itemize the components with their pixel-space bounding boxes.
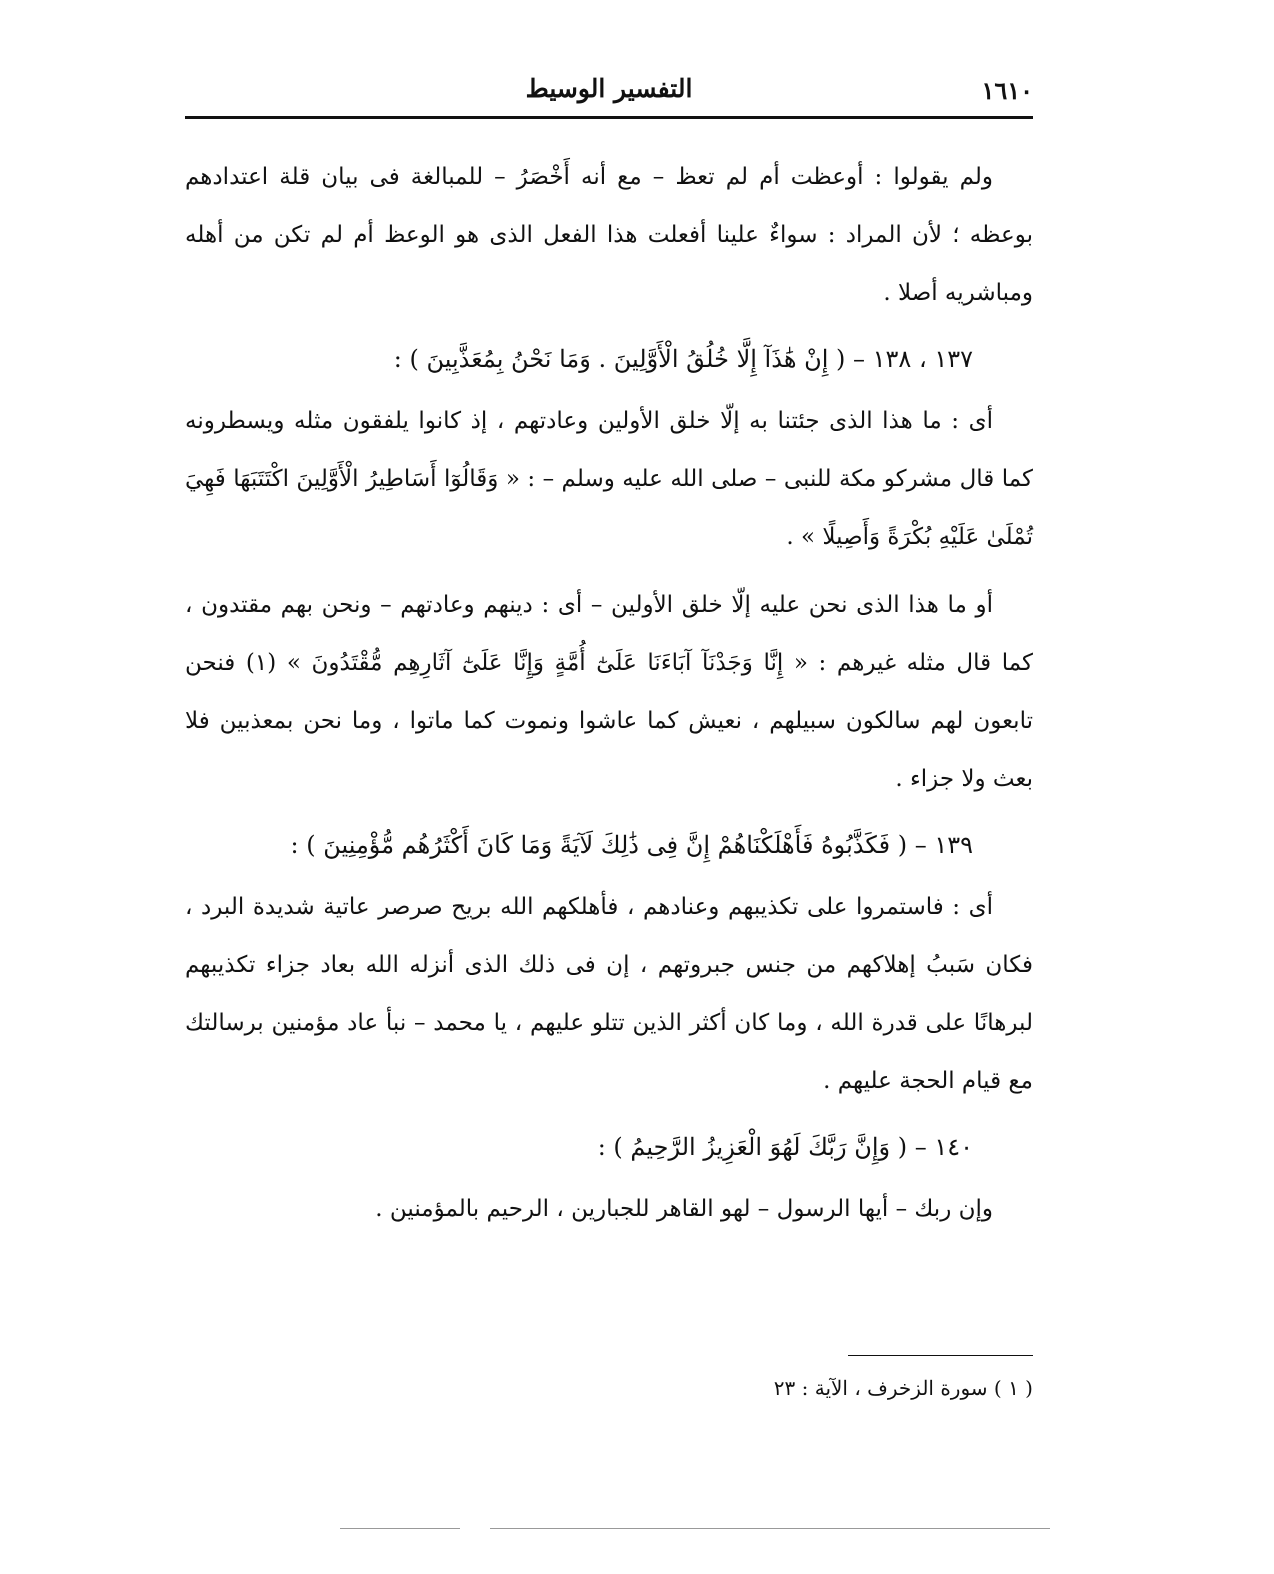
bottom-scan-line xyxy=(490,1528,1050,1529)
verse-139: ١٣٩ – ( فَكَذَّبُوهُ فَأَهْلَكْنَاهُمْ إِنَّ فِى ذَٰلِكَ لَآيَةً وَمَا كَانَ أَكْثَرُهُم مُّؤْمِنِينَ ) : xyxy=(290,831,973,859)
paragraph-commentary-intro: ولم يقولوا : أوعظت أم لم تعظ – مع أنه أَخْصَرُ – للمبالغة فى بيان قلة اعتدادهم بوعظه ؛ لأن المراد : سواءٌ علينا أفعلت هذا الفعل الذى هو الوعظ أم لم تكن من أهله ومباشريه أصلا . xyxy=(185,164,1033,306)
paragraph-commentary-137-b: أو ما هذا الذى نحن عليه إلّا خلق الأولين – أى : دينهم وعادتهم – ونحن بهم مقتدون ، كما قال مثله غيرهم : « إِنَّا وَجَدْنَآ آبَاءَنَا عَلَىٰٓ أُمَّةٍ وَإِنَّا عَلَىٰٓ آثَارِهِم مُّقْتَدُونَ » (١) فنحن تابعون لهم سالكون سبيلهم ، نعيش كما عاشوا ونموت كما ماتوا ، وما نحن بمعذبين فلا بعث ولا جزاء . xyxy=(185,592,1033,792)
footnote: ( ١ ) سورة الزخرف ، الآية : ٢٣ xyxy=(773,1376,1033,1400)
verse-137-138: ١٣٧ ، ١٣٨ – ( إِنْ هَٰذَآ إِلَّا خُلُقُ الْأَوَّلِينَ . وَمَا نَحْنُ بِمُعَذَّبِينَ ) : xyxy=(393,345,973,373)
bottom-scan-line xyxy=(340,1528,460,1529)
paragraph-commentary-140: وإن ربك – أيها الرسول – لهو القاهر للجبارين ، الرحيم بالمؤمنين . xyxy=(375,1196,993,1222)
header-divider xyxy=(185,116,1033,119)
verse-140: ١٤٠ – ( وَإِنَّ رَبَّكَ لَهُوَ الْعَزِيزُ الرَّحِيمُ ) : xyxy=(597,1133,973,1161)
page-header xyxy=(185,68,1033,114)
footnote-divider xyxy=(848,1355,1033,1356)
paragraph-commentary-137-a: أى : ما هذا الذى جئتنا به إلّا خلق الأولين وعادتهم ، إذ كانوا يلفقون مثله ويسطرونه كما قال مشركو مكة للنبى – صلى الله عليه وسلم – : « وَقَالُوٓا أَسَاطِيرُ الْأَوَّلِينَ اكْتَتَبَهَا فَهِيَ تُمْلَىٰ عَلَيْهِ بُكْرَةً وَأَصِيلًا » . xyxy=(185,408,1033,550)
running-title: التفسير الوسيط xyxy=(525,74,693,103)
paragraph-commentary-139: أى : فاستمروا على تكذيبهم وعنادهم ، فأهلكهم الله بريح صرصر عاتية شديدة البرد ، فكان سَببُ إهلاكهم من جنس جبروتهم ، إن فى ذلك الذى أنزله الله بعاد جزاء تكذيبهم لبرهانًا على قدرة الله ، وما كان أكثر الذين تتلو عليهم ، يا محمد – نبأ عاد مؤمنين برسالتك مع قيام الحجة عليهم . xyxy=(185,894,1033,1094)
page-number: ١٦١٠ xyxy=(981,76,1033,105)
page-body xyxy=(185,148,1033,1238)
